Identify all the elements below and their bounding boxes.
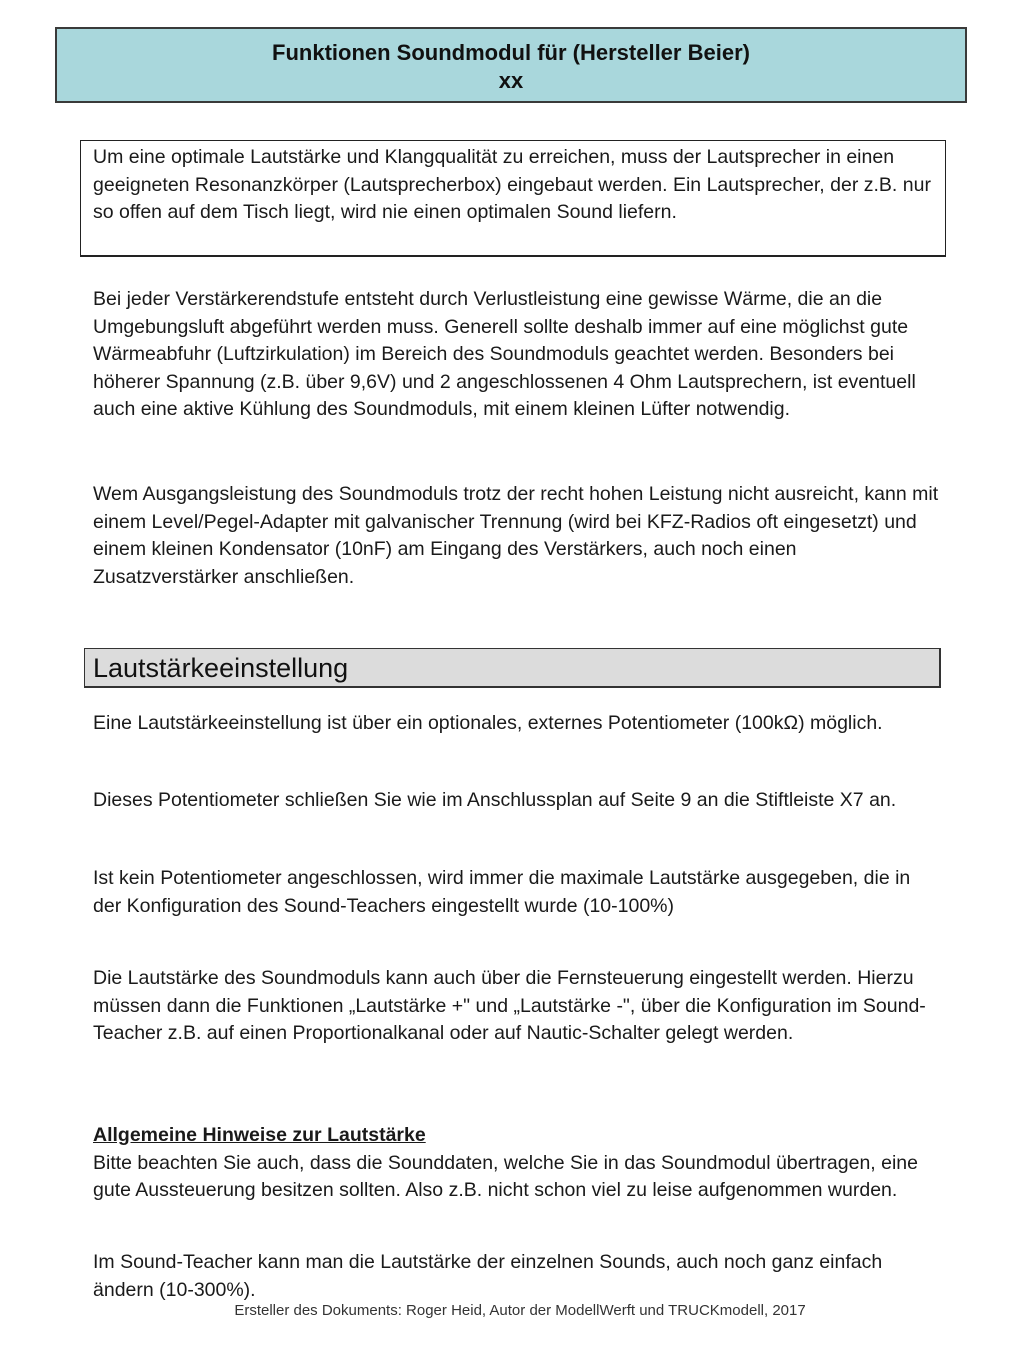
heat-paragraph: Bei jeder Verstärkerendstufe entsteht durch Verlustleistung eine gewisse Wärme, die an die Umgebungsluft abgeführt werden muss. Generell sollte deshalb immer auf eine möglichst gute Wärmeabfuhr (Luftzirkulation) im Bereich des Soundmoduls geachtet werden. Besonders bei höherer Spannung (z.B. über 9,6V) und 2 angeschlossenen 4 Ohm Lautsprechern, ist eventuell auch eine aktive Kühlung des Soundmoduls, mit einem kleinen Lüfter notwendig.: [93, 288, 916, 420]
volume-paragraph-maximum: Ist kein Potentiometer angeschlossen, wird immer die maximale Lautstärke ausgegeben, die in der Konfiguration des Sound-Teachers eingestellt wurde (10-100%): [93, 867, 911, 917]
volume-paragraph-connection: Dieses Potentiometer schließen Sie wie im Anschlussplan auf Seite 9 an die Stiftleiste X7 an.: [93, 789, 897, 811]
volume-section-heading: Lautstärkeeinstellung: [84, 648, 941, 688]
output-paragraph: Wem Ausgangsleistung des Soundmoduls trotz der recht hohen Leistung nicht ausreicht, kann mit einem Level/Pegel-Adapter mit galvanischer Trennung (wird bei KFZ-Radios oft eingesetzt) und einem kleinen Kondensator (10nF) am Eingang des Verstärkers, auch noch einen Zusatzverstärker anschließen.: [93, 483, 939, 588]
page-footer: [0, 1302, 1024, 1331]
footer-text: Ersteller des Dokuments: Roger Heid, Autor der ModellWerft und TRUCKmodell, 2017: [234, 1302, 806, 1319]
speaker-note-text: Um eine optimale Lautstärke und Klangqualität zu erreichen, muss der Lautsprecher in einen geeigneten Resonanzkörper (Lautsprecherbox) eingebaut werden. Ein Lautsprecher, der z.B. nur so offen auf dem Tisch liegt, wird nie einen optimalen Sound liefern.: [93, 146, 931, 223]
document-title-box: [55, 27, 967, 103]
general-notes-block: [93, 1122, 943, 1205]
document-title-suffix: xx: [498, 68, 524, 93]
volume-paragraph-potentiometer: Eine Lautstärkeeinstellung ist über ein optionales, externes Potentiometer (100kΩ) möglich.: [93, 712, 883, 734]
volume-paragraph-remote: Die Lautstärke des Soundmoduls kann auch über die Fernsteuerung eingestellt werden. Hierzu müssen dann die Funktionen „Lautstärke +" und „Lautstärke -", über die Konfiguration im Sound-Teacher z.B. auf einen Proportionalkanal oder auf Nautic-Schalter gelegt werden.: [93, 967, 926, 1044]
general-notes-paragraph: Bitte beachten Sie auch, dass die Sounddaten, welche Sie in das Soundmodul übertragen, eine gute Aussteuerung besitzen sollten. Also z.B. nicht schon viel zu leise aufgenommen wurden.: [93, 1151, 918, 1201]
document-title: Funktionen Soundmodul für (Hersteller Beier): [272, 40, 750, 65]
sound-teacher-paragraph: Im Sound-Teacher kann man die Lautstärke der einzelnen Sounds, auch noch ganz einfach ändern (10-300%).: [93, 1251, 883, 1301]
general-notes-heading: Allgemeine Hinweise zur Lautstärke: [93, 1124, 426, 1146]
